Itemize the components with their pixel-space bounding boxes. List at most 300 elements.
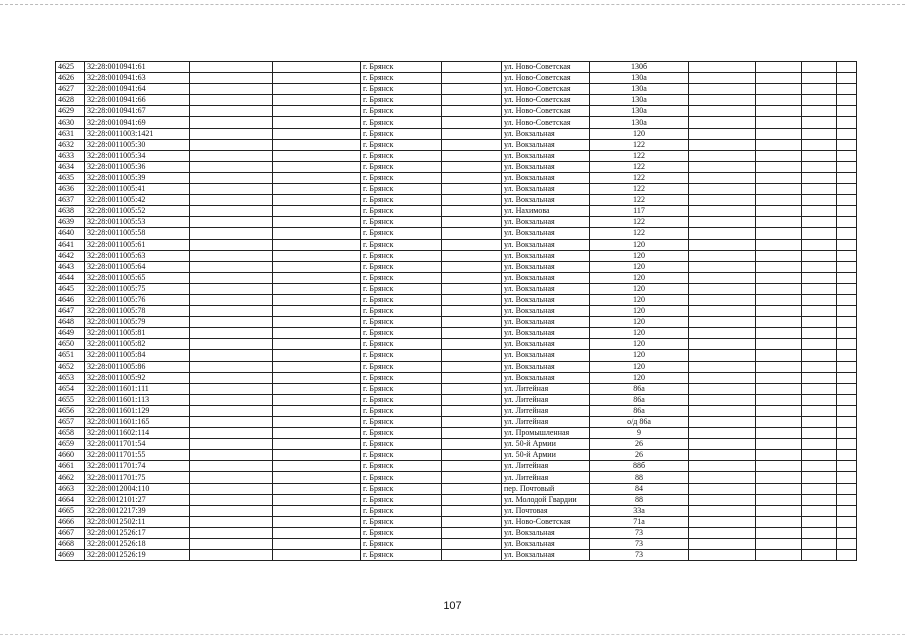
empty-cell — [837, 394, 857, 405]
row-number: 4669 — [56, 550, 85, 561]
empty-cell — [802, 405, 837, 416]
cadastral-number: 32:28:0010941:69 — [85, 117, 190, 128]
empty-cell — [756, 539, 802, 550]
city-cell: г. Брянск — [361, 461, 442, 472]
house-number: 122 — [590, 161, 689, 172]
empty-cell — [802, 139, 837, 150]
empty-cell — [756, 339, 802, 350]
street-cell: ул. Литейная — [502, 405, 590, 416]
empty-cell — [802, 161, 837, 172]
page-number: 107 — [443, 600, 462, 612]
empty-cell — [837, 527, 857, 538]
row-number: 4647 — [56, 306, 85, 317]
empty-cell — [802, 550, 837, 561]
empty-cell — [442, 505, 502, 516]
house-number: о/д 86а — [590, 417, 689, 428]
city-cell: г. Брянск — [361, 328, 442, 339]
table-row — [56, 217, 857, 228]
empty-cell — [190, 428, 273, 439]
empty-cell — [837, 483, 857, 494]
empty-cell — [442, 350, 502, 361]
empty-cell — [756, 516, 802, 527]
empty-cell — [442, 361, 502, 372]
empty-cell — [837, 206, 857, 217]
empty-cell — [273, 117, 361, 128]
empty-cell — [689, 283, 756, 294]
table-row — [56, 339, 857, 350]
empty-cell — [689, 372, 756, 383]
empty-cell — [802, 527, 837, 538]
empty-cell — [190, 372, 273, 383]
empty-cell — [442, 394, 502, 405]
table-row — [56, 306, 857, 317]
empty-cell — [442, 261, 502, 272]
empty-cell — [756, 550, 802, 561]
house-number: 117 — [590, 206, 689, 217]
empty-cell — [802, 261, 837, 272]
street-cell: ул. Ново-Советская — [502, 62, 590, 73]
empty-cell — [442, 494, 502, 505]
table-row — [56, 294, 857, 305]
empty-cell — [837, 472, 857, 483]
empty-cell — [756, 184, 802, 195]
empty-cell — [273, 405, 361, 416]
cadastral-number: 32:28:0011005:65 — [85, 272, 190, 283]
empty-cell — [442, 161, 502, 172]
row-number: 4625 — [56, 62, 85, 73]
cadastral-number: 32:28:0011701:74 — [85, 461, 190, 472]
empty-cell — [442, 228, 502, 239]
row-number: 4638 — [56, 206, 85, 217]
empty-cell — [756, 417, 802, 428]
cadastral-number: 32:28:0011005:63 — [85, 250, 190, 261]
empty-cell — [689, 450, 756, 461]
row-number: 4666 — [56, 516, 85, 527]
empty-cell — [689, 261, 756, 272]
row-number: 4653 — [56, 372, 85, 383]
cadastral-number: 32:28:0011701:75 — [85, 472, 190, 483]
empty-cell — [273, 527, 361, 538]
empty-cell — [837, 106, 857, 117]
empty-cell — [273, 339, 361, 350]
empty-cell — [837, 73, 857, 84]
empty-cell — [689, 483, 756, 494]
table-row — [56, 84, 857, 95]
empty-cell — [442, 206, 502, 217]
house-number: 120 — [590, 128, 689, 139]
empty-cell — [442, 272, 502, 283]
city-cell: г. Брянск — [361, 73, 442, 84]
city-cell: г. Брянск — [361, 161, 442, 172]
empty-cell — [837, 350, 857, 361]
cadastral-number: 32:28:0011005:75 — [85, 283, 190, 294]
empty-cell — [689, 505, 756, 516]
table-row — [56, 405, 857, 416]
city-cell: г. Брянск — [361, 361, 442, 372]
empty-cell — [802, 494, 837, 505]
row-number: 4643 — [56, 261, 85, 272]
empty-cell — [837, 117, 857, 128]
empty-cell — [756, 472, 802, 483]
street-cell: ул. Вокзальная — [502, 250, 590, 261]
street-cell: ул. Вокзальная — [502, 150, 590, 161]
cadastral-number: 32:28:0011005:53 — [85, 217, 190, 228]
city-cell: г. Брянск — [361, 505, 442, 516]
empty-cell — [802, 73, 837, 84]
empty-cell — [837, 294, 857, 305]
cadastral-number: 32:28:0011005:61 — [85, 239, 190, 250]
empty-cell — [837, 505, 857, 516]
table-row — [56, 195, 857, 206]
empty-cell — [756, 62, 802, 73]
empty-cell — [756, 527, 802, 538]
empty-cell — [802, 483, 837, 494]
empty-cell — [190, 272, 273, 283]
empty-cell — [689, 527, 756, 538]
empty-cell — [802, 228, 837, 239]
empty-cell — [837, 62, 857, 73]
street-cell: ул. Ново-Советская — [502, 73, 590, 84]
table-row — [56, 272, 857, 283]
empty-cell — [273, 317, 361, 328]
empty-cell — [190, 128, 273, 139]
empty-cell — [837, 339, 857, 350]
empty-cell — [756, 272, 802, 283]
table-row — [56, 261, 857, 272]
row-number: 4644 — [56, 272, 85, 283]
row-number: 4654 — [56, 383, 85, 394]
street-cell: ул. Вокзальная — [502, 317, 590, 328]
cadastral-number: 32:28:0012526:18 — [85, 539, 190, 550]
empty-cell — [689, 494, 756, 505]
empty-cell — [190, 217, 273, 228]
cadastral-number: 32:28:0011601:165 — [85, 417, 190, 428]
cadastral-number: 32:28:0010941:61 — [85, 62, 190, 73]
row-number: 4645 — [56, 283, 85, 294]
city-cell: г. Брянск — [361, 62, 442, 73]
house-number: 73 — [590, 550, 689, 561]
empty-cell — [689, 339, 756, 350]
empty-cell — [273, 128, 361, 139]
empty-cell — [442, 539, 502, 550]
empty-cell — [689, 228, 756, 239]
street-cell: ул. Вокзальная — [502, 539, 590, 550]
empty-cell — [756, 405, 802, 416]
row-number: 4646 — [56, 294, 85, 305]
empty-cell — [756, 106, 802, 117]
empty-cell — [689, 439, 756, 450]
row-number: 4665 — [56, 505, 85, 516]
empty-cell — [190, 184, 273, 195]
empty-cell — [756, 117, 802, 128]
table-row — [56, 439, 857, 450]
empty-cell — [837, 317, 857, 328]
empty-cell — [273, 439, 361, 450]
empty-cell — [442, 62, 502, 73]
empty-cell — [756, 161, 802, 172]
empty-cell — [273, 428, 361, 439]
register-table-body — [56, 62, 857, 561]
city-cell: г. Брянск — [361, 516, 442, 527]
empty-cell — [756, 306, 802, 317]
city-cell: г. Брянск — [361, 472, 442, 483]
empty-cell — [273, 350, 361, 361]
empty-cell — [442, 106, 502, 117]
table-row — [56, 527, 857, 538]
empty-cell — [837, 172, 857, 183]
empty-cell — [190, 294, 273, 305]
empty-cell — [837, 383, 857, 394]
empty-cell — [190, 527, 273, 538]
table-row — [56, 228, 857, 239]
empty-cell — [756, 483, 802, 494]
empty-cell — [837, 250, 857, 261]
empty-cell — [837, 428, 857, 439]
empty-cell — [689, 106, 756, 117]
cadastral-number: 32:28:0011601:111 — [85, 383, 190, 394]
empty-cell — [802, 172, 837, 183]
house-number: 86а — [590, 394, 689, 405]
house-number: 130а — [590, 95, 689, 106]
street-cell: ул. Вокзальная — [502, 239, 590, 250]
street-cell: ул. Вокзальная — [502, 328, 590, 339]
register-table — [55, 61, 857, 561]
street-cell: пер. Почтовый — [502, 483, 590, 494]
cadastral-number: 32:28:0012101:27 — [85, 494, 190, 505]
table-row — [56, 117, 857, 128]
empty-cell — [190, 417, 273, 428]
row-number: 4661 — [56, 461, 85, 472]
empty-cell — [689, 272, 756, 283]
empty-cell — [756, 350, 802, 361]
row-number: 4652 — [56, 361, 85, 372]
empty-cell — [273, 228, 361, 239]
empty-cell — [442, 84, 502, 95]
house-number: 88 — [590, 494, 689, 505]
empty-cell — [273, 261, 361, 272]
empty-cell — [190, 550, 273, 561]
empty-cell — [837, 84, 857, 95]
street-cell: ул. Вокзальная — [502, 306, 590, 317]
empty-cell — [273, 206, 361, 217]
empty-cell — [802, 206, 837, 217]
empty-cell — [802, 383, 837, 394]
street-cell: ул. Ново-Советская — [502, 106, 590, 117]
empty-cell — [442, 383, 502, 394]
house-number: 130а — [590, 84, 689, 95]
street-cell: ул. Вокзальная — [502, 195, 590, 206]
empty-cell — [689, 95, 756, 106]
house-number: 88б — [590, 461, 689, 472]
row-number: 4640 — [56, 228, 85, 239]
empty-cell — [837, 461, 857, 472]
cadastral-number: 32:28:0012526:19 — [85, 550, 190, 561]
empty-cell — [689, 239, 756, 250]
empty-cell — [756, 428, 802, 439]
empty-cell — [756, 317, 802, 328]
street-cell: ул. Ново-Советская — [502, 117, 590, 128]
cadastral-number: 32:28:0011005:76 — [85, 294, 190, 305]
empty-cell — [442, 139, 502, 150]
empty-cell — [689, 139, 756, 150]
empty-cell — [190, 450, 273, 461]
empty-cell — [802, 239, 837, 250]
empty-cell — [756, 383, 802, 394]
empty-cell — [273, 450, 361, 461]
house-number: 120 — [590, 372, 689, 383]
empty-cell — [190, 161, 273, 172]
table-row — [56, 317, 857, 328]
empty-cell — [190, 84, 273, 95]
empty-cell — [689, 117, 756, 128]
row-number: 4655 — [56, 394, 85, 405]
street-cell: ул. Вокзальная — [502, 128, 590, 139]
street-cell: ул. Вокзальная — [502, 550, 590, 561]
empty-cell — [689, 62, 756, 73]
city-cell: г. Брянск — [361, 539, 442, 550]
house-number: 130б — [590, 62, 689, 73]
house-number: 122 — [590, 172, 689, 183]
empty-cell — [837, 494, 857, 505]
empty-cell — [273, 494, 361, 505]
cadastral-number: 32:28:0011005:41 — [85, 184, 190, 195]
empty-cell — [837, 228, 857, 239]
table-row — [56, 172, 857, 183]
empty-cell — [837, 372, 857, 383]
house-number: 120 — [590, 317, 689, 328]
empty-cell — [756, 439, 802, 450]
empty-cell — [756, 150, 802, 161]
street-cell: ул. Вокзальная — [502, 172, 590, 183]
table-row — [56, 150, 857, 161]
empty-cell — [442, 483, 502, 494]
row-number: 4650 — [56, 339, 85, 350]
city-cell: г. Брянск — [361, 84, 442, 95]
empty-cell — [756, 505, 802, 516]
empty-cell — [273, 383, 361, 394]
empty-cell — [442, 417, 502, 428]
empty-cell — [442, 372, 502, 383]
house-number: 130а — [590, 117, 689, 128]
empty-cell — [273, 417, 361, 428]
table-row — [56, 394, 857, 405]
house-number: 120 — [590, 361, 689, 372]
table-row — [56, 428, 857, 439]
table-row — [56, 483, 857, 494]
city-cell: г. Брянск — [361, 106, 442, 117]
empty-cell — [442, 95, 502, 106]
empty-cell — [273, 95, 361, 106]
street-cell: ул. Вокзальная — [502, 139, 590, 150]
empty-cell — [802, 417, 837, 428]
cadastral-number: 32:28:0011601:129 — [85, 405, 190, 416]
empty-cell — [802, 150, 837, 161]
empty-cell — [190, 250, 273, 261]
table-row — [56, 161, 857, 172]
empty-cell — [689, 250, 756, 261]
empty-cell — [689, 405, 756, 416]
cadastral-number: 32:28:0011005:64 — [85, 261, 190, 272]
city-cell: г. Брянск — [361, 494, 442, 505]
city-cell: г. Брянск — [361, 405, 442, 416]
house-number: 120 — [590, 261, 689, 272]
empty-cell — [190, 461, 273, 472]
empty-cell — [190, 383, 273, 394]
empty-cell — [802, 317, 837, 328]
empty-cell — [802, 339, 837, 350]
empty-cell — [273, 283, 361, 294]
empty-cell — [802, 372, 837, 383]
empty-cell — [837, 417, 857, 428]
cadastral-number: 32:28:0012004:110 — [85, 483, 190, 494]
city-cell: г. Брянск — [361, 428, 442, 439]
empty-cell — [802, 283, 837, 294]
empty-cell — [190, 439, 273, 450]
empty-cell — [837, 95, 857, 106]
empty-cell — [689, 417, 756, 428]
house-number: 84 — [590, 483, 689, 494]
city-cell: г. Брянск — [361, 527, 442, 538]
empty-cell — [190, 195, 273, 206]
empty-cell — [802, 184, 837, 195]
empty-cell — [442, 195, 502, 206]
city-cell: г. Брянск — [361, 294, 442, 305]
empty-cell — [756, 195, 802, 206]
city-cell: г. Брянск — [361, 306, 442, 317]
empty-cell — [689, 539, 756, 550]
empty-cell — [190, 394, 273, 405]
street-cell: ул. Вокзальная — [502, 527, 590, 538]
empty-cell — [273, 106, 361, 117]
house-number: 130а — [590, 73, 689, 84]
empty-cell — [273, 217, 361, 228]
house-number: 120 — [590, 283, 689, 294]
table-row — [56, 350, 857, 361]
empty-cell — [442, 450, 502, 461]
cadastral-number: 32:28:0012502:11 — [85, 516, 190, 527]
row-number: 4626 — [56, 73, 85, 84]
table-row — [56, 139, 857, 150]
empty-cell — [273, 62, 361, 73]
street-cell: ул. 50-й Армии — [502, 450, 590, 461]
house-number: 86а — [590, 383, 689, 394]
house-number: 120 — [590, 339, 689, 350]
cadastral-number: 32:28:0011601:113 — [85, 394, 190, 405]
row-number: 4658 — [56, 428, 85, 439]
empty-cell — [802, 117, 837, 128]
empty-cell — [756, 206, 802, 217]
empty-cell — [756, 73, 802, 84]
empty-cell — [442, 150, 502, 161]
empty-cell — [190, 516, 273, 527]
row-number: 4636 — [56, 184, 85, 195]
empty-cell — [756, 228, 802, 239]
empty-cell — [689, 73, 756, 84]
empty-cell — [837, 306, 857, 317]
empty-cell — [442, 239, 502, 250]
empty-cell — [273, 139, 361, 150]
empty-cell — [442, 306, 502, 317]
empty-cell — [273, 250, 361, 261]
empty-cell — [190, 228, 273, 239]
empty-cell — [802, 472, 837, 483]
empty-cell — [756, 250, 802, 261]
house-number: 33а — [590, 505, 689, 516]
empty-cell — [442, 117, 502, 128]
house-number: 130а — [590, 106, 689, 117]
street-cell: ул. Литейная — [502, 461, 590, 472]
empty-cell — [756, 450, 802, 461]
